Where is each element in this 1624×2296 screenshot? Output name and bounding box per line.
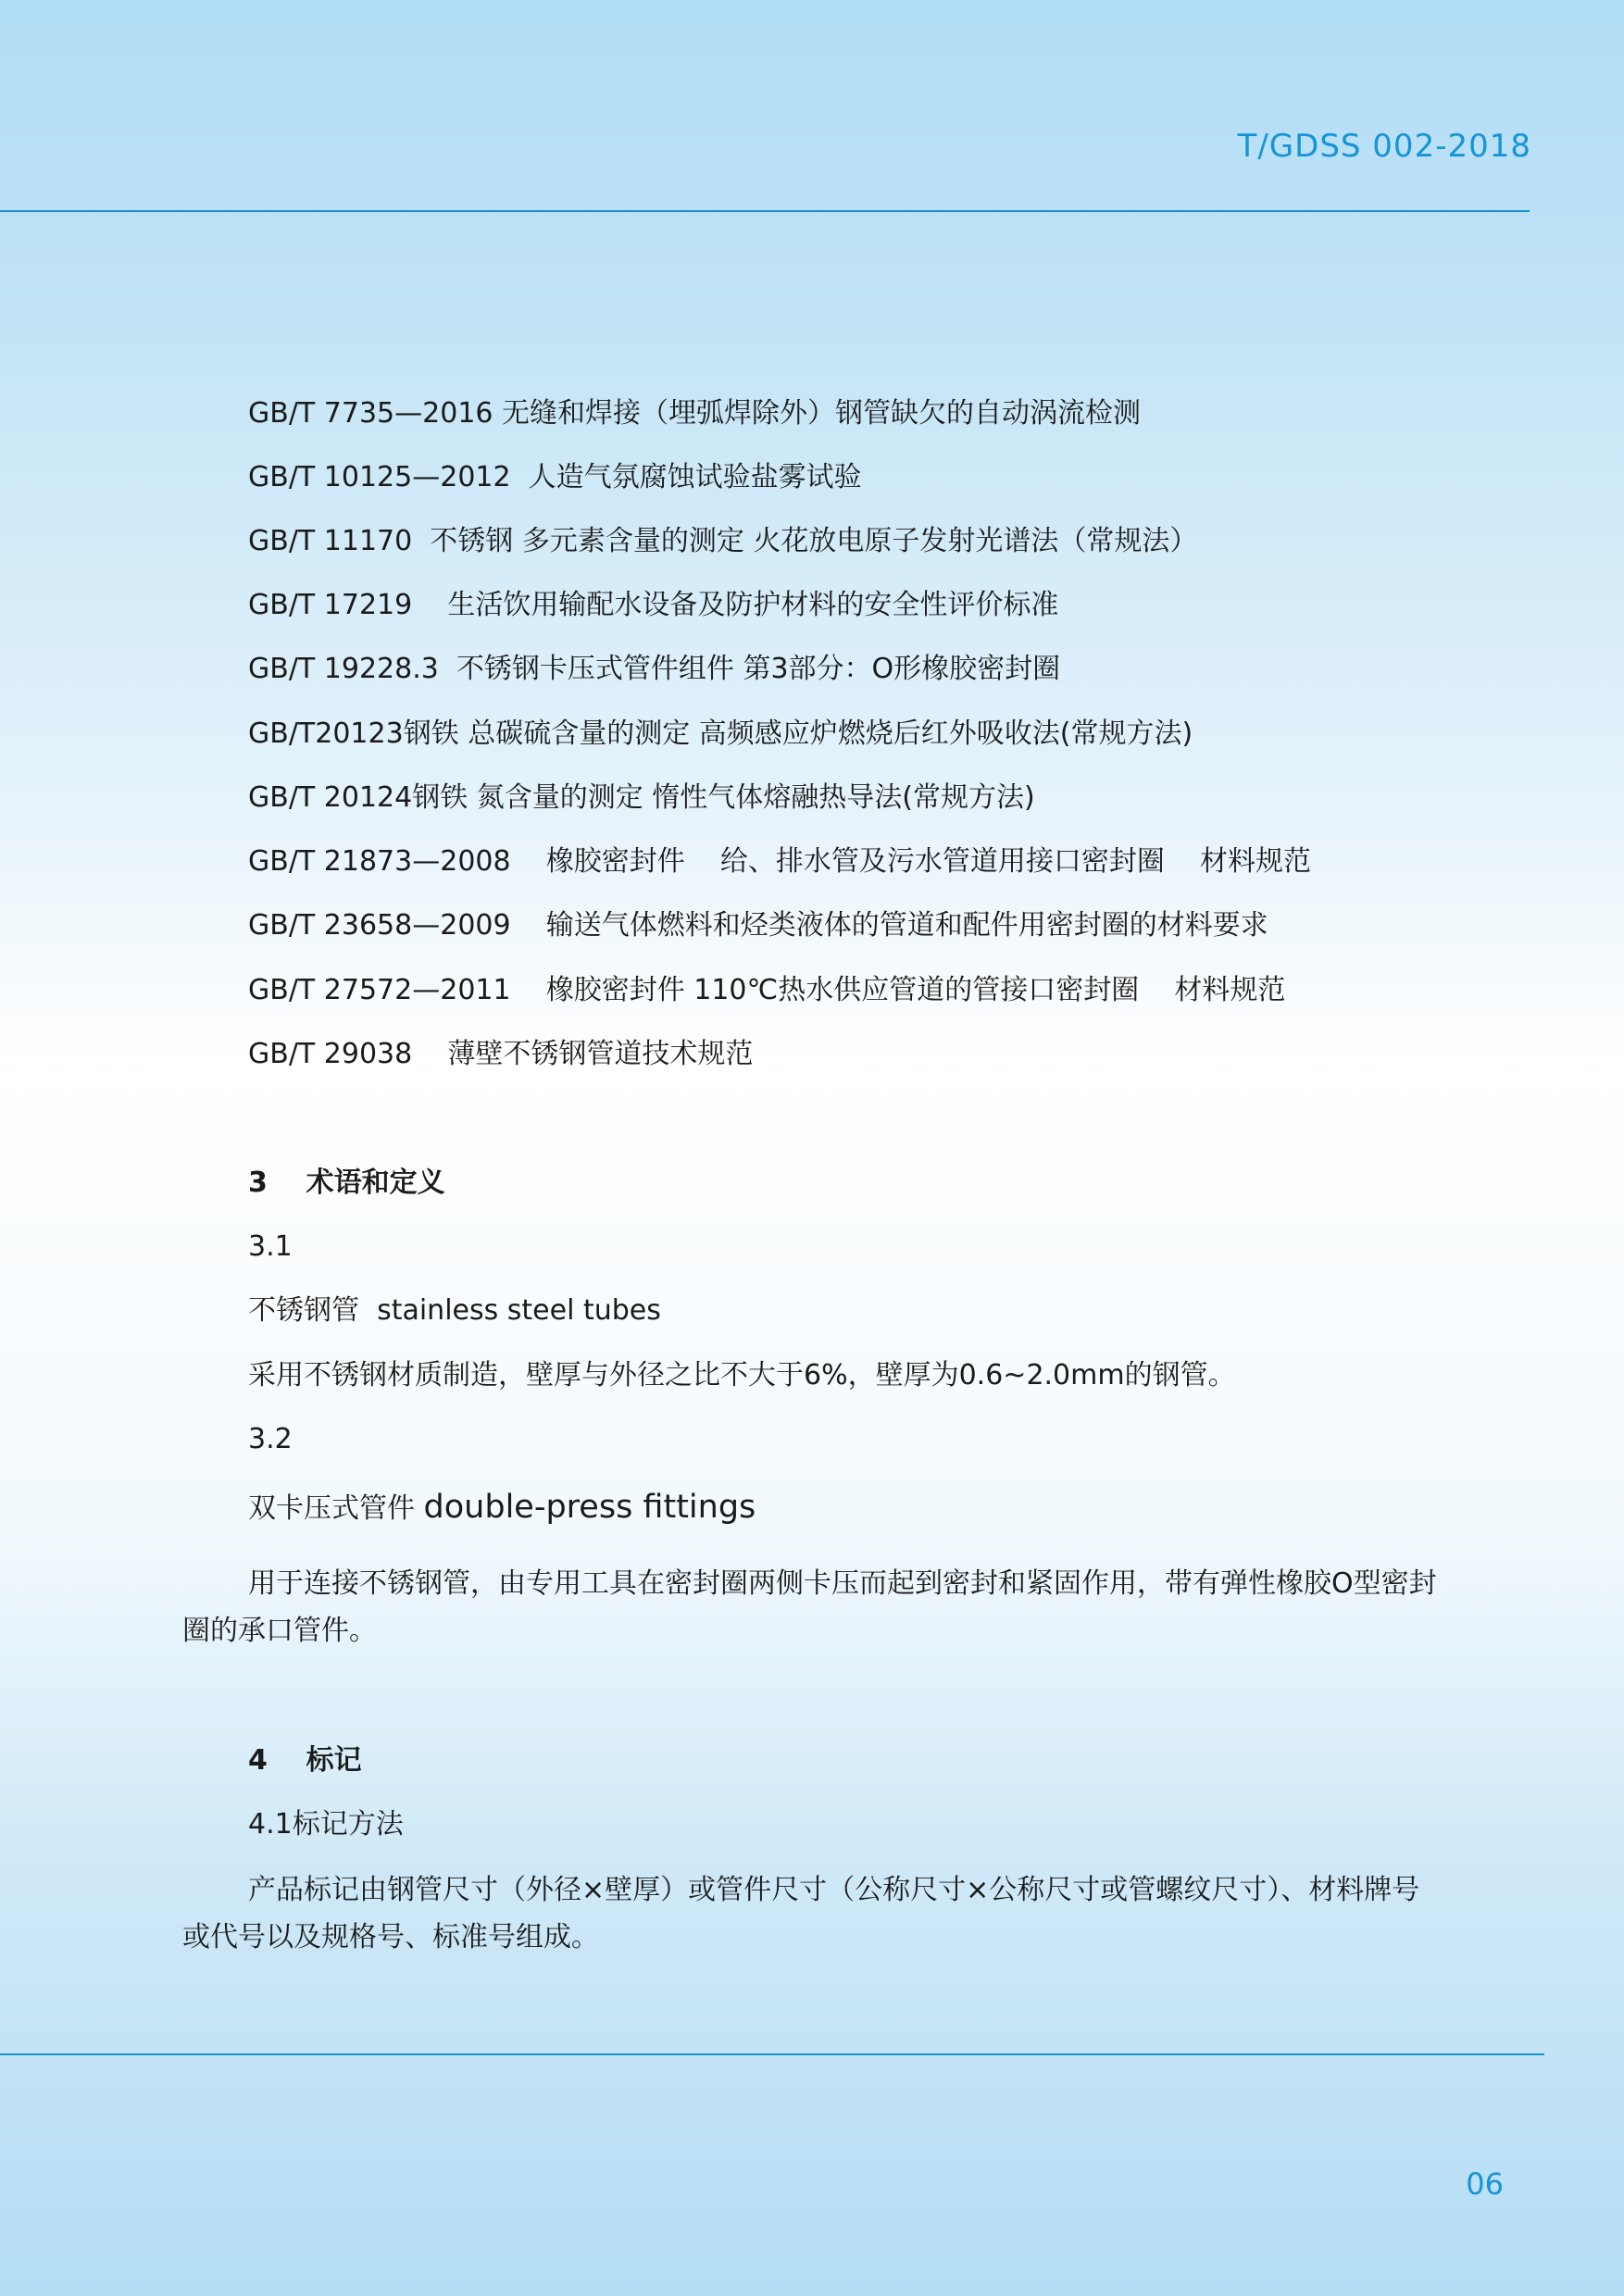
- reference-item: GB/T 27572—2011 橡胶密封件 110℃热水供应管道的管接口密封圈 材料规范: [248, 974, 1286, 1006]
- term-name-en: double-press fittings: [423, 1489, 756, 1526]
- reference-item: GB/T20123钢铁 总碳硫含量的测定 高频感应炉燃烧后红外吸收法(常规方法): [248, 718, 1193, 750]
- term-number: 3.2: [248, 1423, 293, 1455]
- reference-item: GB/T 7735—2016 无缝和焊接（埋弧焊除外）钢管缺欠的自动涡流检测: [248, 397, 1142, 430]
- standard-code: T/GDSS 002-2018: [1237, 128, 1531, 165]
- reference-item: GB/T 10125—2012 人造气氛腐蚀试验盐雾试验: [248, 461, 862, 493]
- body-paragraph: 产品标记由钢管尺寸（外径×壁厚）或管件尺寸（公称尺寸×公称尺寸或管螺纹尺寸）、材料牌号或代号以及规格号、标准号组成。: [182, 1874, 1420, 1953]
- page-number: 06: [1466, 2166, 1504, 2202]
- term-name: 不锈钢管 stainless steel tubes: [248, 1294, 661, 1327]
- header-rule: [0, 210, 1530, 212]
- term-name-zh: 双卡压式管件: [248, 1492, 424, 1525]
- reference-item: GB/T 20124钢铁 氮含量的测定 惰性气体熔融热导法(常规方法): [248, 781, 1035, 814]
- reference-item: GB/T 23658—2009 输送气体燃料和烃类液体的管道和配件用密封圈的材料要求: [248, 909, 1268, 942]
- section-3-heading: 3 术语和定义: [248, 1167, 445, 1199]
- term-definition: 采用不锈钢材质制造，壁厚与外径之比不大于6%，壁厚为0.6~2.0mm的钢管。: [248, 1359, 1236, 1391]
- term-definition: 用于连接不锈钢管，由专用工具在密封圈两侧卡压而起到密封和紧固作用，带有弹性橡胶O型密封圈的承口管件。: [182, 1567, 1437, 1647]
- reference-item: GB/T 17219 生活饮用输配水设备及防护材料的安全性评价标准: [248, 589, 1059, 621]
- footer-rule: [0, 2053, 1544, 2055]
- term-number: 3.1: [248, 1230, 293, 1263]
- reference-item: GB/T 21873—2008 橡胶密封件 给、排水管及污水管道用接口密封圈 材料规范: [248, 845, 1312, 878]
- reference-item: GB/T 19228.3 不锈钢卡压式管件组件 第3部分：O形橡胶密封圈: [248, 653, 1061, 685]
- subsection-heading: 4.1标记方法: [248, 1808, 404, 1841]
- reference-item: GB/T 11170 不锈钢 多元素含量的测定 火花放电原子发射光谱法（常规法）: [248, 525, 1198, 557]
- section-4-heading: 4 标记: [248, 1744, 362, 1777]
- term-name: [248, 1491, 756, 1526]
- reference-item: GB/T 29038 薄壁不锈钢管道技术规范: [248, 1038, 754, 1070]
